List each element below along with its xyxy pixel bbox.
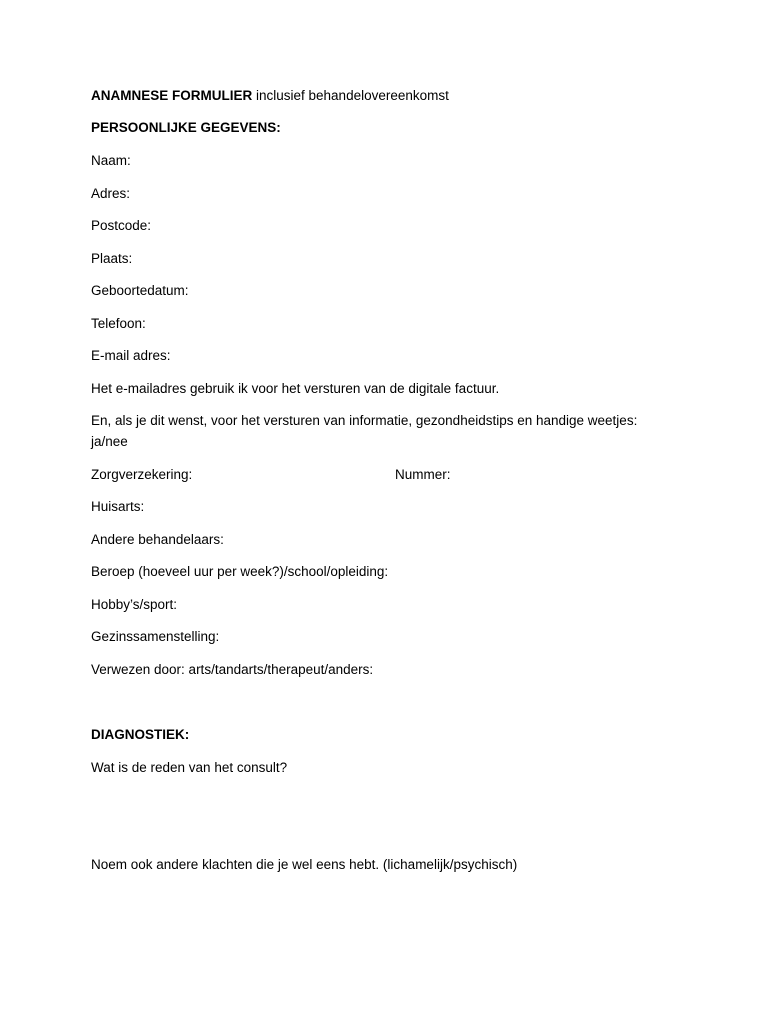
- field-label-andere-behandelaars: Andere behandelaars:: [91, 532, 224, 547]
- field-label-beroep: Beroep (hoeveel uur per week?)/school/opleiding:: [91, 564, 389, 579]
- field-label-telefoon: Telefoon:: [91, 316, 146, 331]
- field-label-verwezen: Verwezen door: arts/tandarts/therapeut/anders:: [91, 662, 374, 677]
- field-label-naam: Naam:: [91, 153, 131, 168]
- field-label-nummer: Nummer:: [395, 467, 451, 482]
- field-label-hobbys: Hobby’s/sport:: [91, 597, 178, 612]
- field-label-adres: Adres:: [91, 186, 131, 201]
- section-heading-personal: PERSOONLIJKE GEGEVENS:: [91, 120, 281, 135]
- question-andere-klachten: Noem ook andere klachten die je wel eens hebt. (lichamelijk/psychisch): [91, 857, 518, 872]
- field-label-gezinssamenstelling: Gezinssamenstelling:: [91, 629, 220, 644]
- document-title-bold: ANAMNESE FORMULIER: [91, 88, 253, 103]
- info-note-line2: ja/nee: [91, 434, 128, 449]
- field-label-plaats: Plaats:: [91, 251, 133, 266]
- field-label-zorgverzekering: Zorgverzekering:: [91, 467, 193, 482]
- question-reden: Wat is de reden van het consult?: [91, 760, 288, 775]
- document-title: [91, 87, 449, 105]
- field-label-huisarts: Huisarts:: [91, 499, 145, 514]
- field-label-geboortedatum: Geboortedatum:: [91, 283, 189, 298]
- info-note-line1: En, als je dit wenst, voor het versturen van informatie, gezondheidstips en handige weetjes:: [91, 413, 638, 428]
- field-label-email: E-mail adres:: [91, 348, 171, 363]
- email-note: Het e-mailadres gebruik ik voor het versturen van de digitale factuur.: [91, 381, 500, 396]
- field-label-postcode: Postcode:: [91, 218, 152, 233]
- section-heading-diagnostiek: DIAGNOSTIEK:: [91, 727, 190, 742]
- document-title-rest: inclusief behandelovereenkomst: [252, 88, 449, 103]
